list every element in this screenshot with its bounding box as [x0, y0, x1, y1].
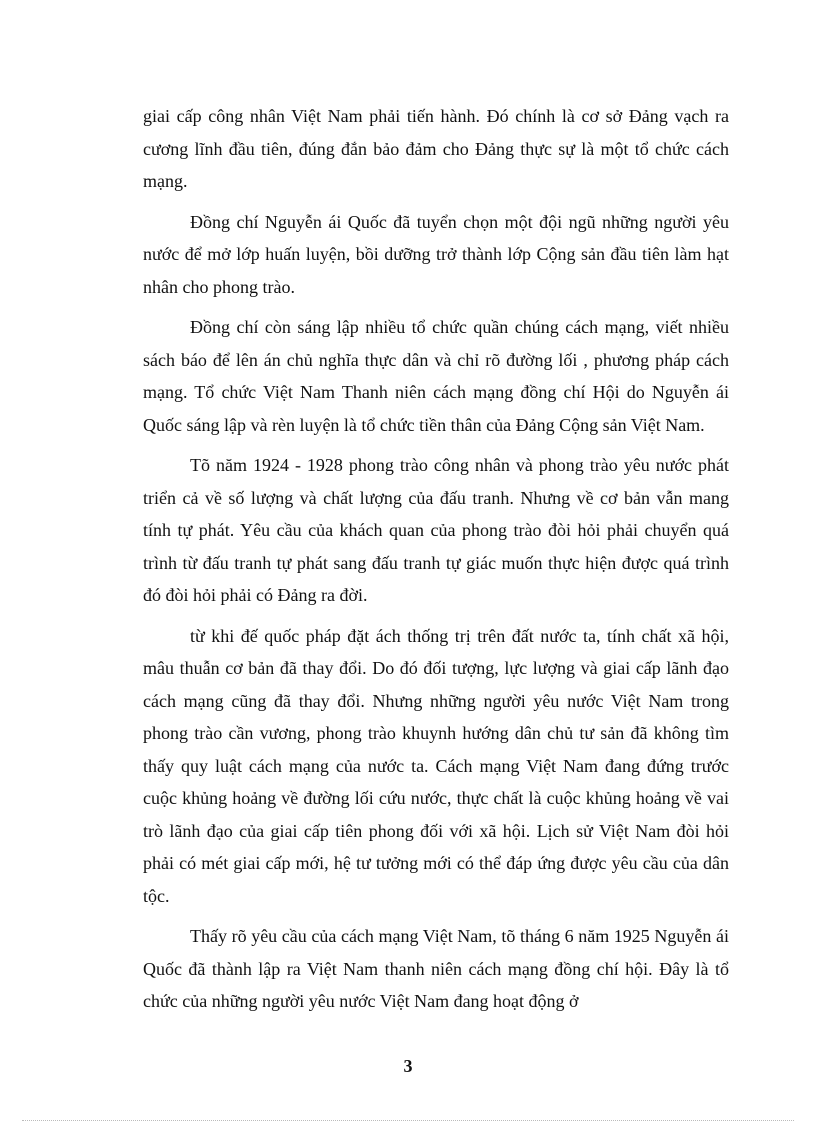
page-number: 3	[403, 1056, 413, 1076]
paragraph-3: Đồng chí còn sáng lập nhiều tổ chức quần chúng cách mạng, viết nhiều sách báo để lên án chủ nghĩa thực dân và chỉ rõ đường lối , phương pháp cách mạng. Tổ chức Việt Nam Thanh niên cách mạng đồng chí Hội do Nguyễn ái Quốc sáng lập và rèn luyện là tổ chức tiền thân của Đảng Cộng sản Việt Nam.	[143, 317, 729, 435]
page-bottom-divider	[22, 1120, 794, 1121]
paragraph-1: giai cấp công nhân Việt Nam phải tiến hành. Đó chính là cơ sở Đảng vạch ra cương lĩnh đầu tiên, đúng đắn bảo đảm cho Đảng thực sự là một tổ chức cách mạng.	[143, 106, 729, 191]
paragraph-5: từ khi đế quốc pháp đặt ách thống trị trên đất nước ta, tính chất xã hội, mâu thuẫn cơ bản đã thay đổi. Do đó đối tượng, lực lượng và giai cấp lãnh đạo cách mạng cũng đã thay đổi. Nhưng những người yêu nước Việt Nam trong phong trào cần vương, phong trào khuynh hướng dân chủ tư sản đã không tìm thấy quy luật cách mạng của nước ta. Cách mạng Việt Nam đang đứng trước cuộc khủng hoảng về đường lối cứu nước, thực chất là cuộc khủng hoảng về vai trò lãnh đạo của giai cấp tiên phong đối với xã hội. Lịch sử Việt Nam đòi hỏi phải có mét giai cấp mới, hệ tư tưởng mới có thể đáp ứng được yêu cầu của dân tộc.	[143, 625, 729, 906]
paragraph-4: Tõ năm 1924 - 1928 phong trào công nhân và phong trào yêu nước phát triển cả về số lượng và chất lượng của đấu tranh. Nhưng về cơ bản vẫn mang tính tự phát. Yêu cầu của khách quan của phong trào đòi hỏi phải chuyển quá trình từ đấu tranh tự phát sang đấu tranh tự giác muốn thực hiện được quá trình đó đòi hỏi phải có Đảng ra đời.	[143, 455, 729, 605]
body-text	[143, 100, 729, 1026]
paragraph-2: Đồng chí Nguyễn ái Quốc đã tuyển chọn một đội ngũ những người yêu nước để mở lớp huấn luyện, bồi dưỡng trở thành lớp Cộng sản đầu tiên làm hạt nhân cho phong trào.	[143, 211, 729, 297]
paragraph-6: Thấy rõ yêu cầu của cách mạng Việt Nam, tõ tháng 6 năm 1925 Nguyễn ái Quốc đã thành lập ra Việt Nam thanh niên cách mạng đồng chí hội. Đây là tổ chức của những người yêu nước Việt Nam đang hoạt động ở	[143, 926, 729, 1011]
